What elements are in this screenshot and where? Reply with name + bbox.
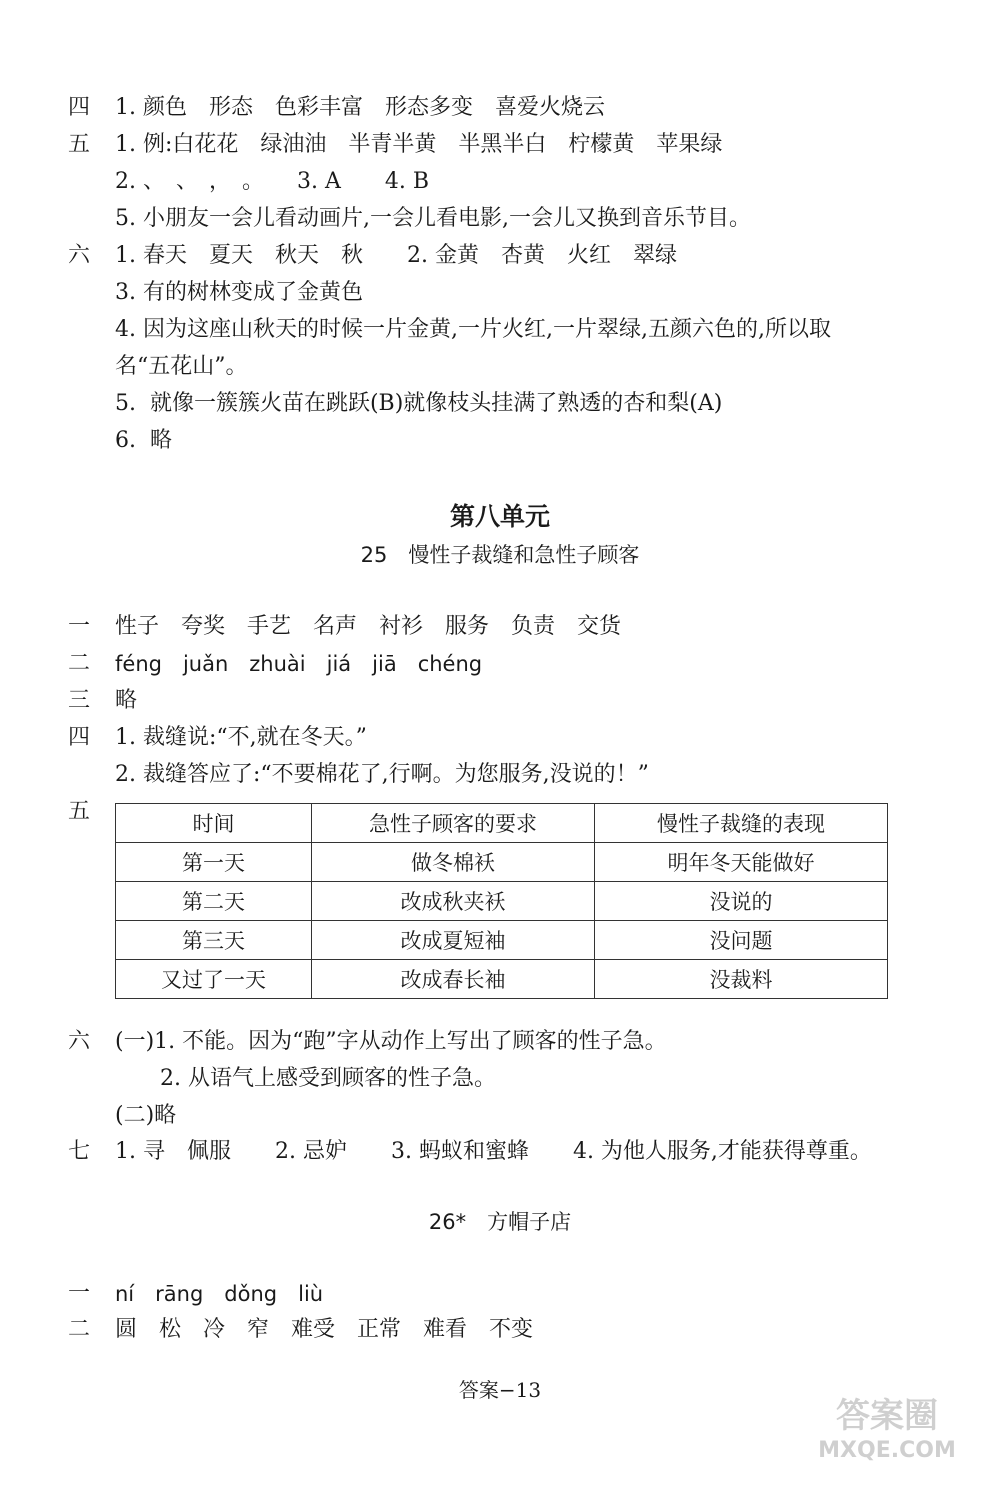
lesson-26-title: 26* 方帽子店 <box>428 1210 572 1234</box>
answer-line: 6. 略 <box>115 428 172 453</box>
item-label: 二 <box>68 1317 91 1342</box>
section-label-5: 五 <box>68 132 91 157</box>
table-cell: 改成夏短袖 <box>312 921 595 960</box>
answer-line: 5. 就像一簇簇火苗在跳跃(B)就像枝头挂满了熟透的杏和梨(A) <box>115 391 723 416</box>
table-cell: 没裁料 <box>595 960 888 999</box>
answer-line: 1. 颜色 形态 色彩丰富 形态多变 喜爱火烧云 <box>115 95 605 120</box>
table-row <box>116 843 888 882</box>
item-label: 三 <box>68 688 91 713</box>
table-cell: 又过了一天 <box>116 960 312 999</box>
table-row <box>116 960 888 999</box>
watermark-logo <box>802 1391 972 1465</box>
answer-line: 5. 小朋友一会儿看动画片,一会儿看电影,一会儿又换到音乐节目。 <box>115 206 751 231</box>
table-header: 急性子顾客的要求 <box>312 804 595 843</box>
pinyin-line: ní rāng dǒng liù <box>115 1282 324 1306</box>
answer-line: 3. 有的树林变成了金黄色 <box>115 280 363 305</box>
table-cell: 第三天 <box>116 921 312 960</box>
answer-line: 名“五花山”。 <box>115 354 248 379</box>
table-header: 时间 <box>116 804 312 843</box>
answer-line: 1. 裁缝说:“不,就在冬天。” <box>115 725 367 750</box>
answer-line: (一)1. 不能。因为“跑”字从动作上写出了顾客的性子急。 <box>115 1029 667 1054</box>
table-row <box>116 921 888 960</box>
table-cell: 改成秋夹袄 <box>312 882 595 921</box>
answer-line: 性子 夸奖 手艺 名声 衬衫 服务 负责 交货 <box>115 614 622 639</box>
lesson-25-title: 25 慢性子裁缝和急性子顾客 <box>360 543 640 567</box>
item-label: 五 <box>68 799 91 824</box>
answer-line: 1. 春天 夏天 秋天 秋 2. 金黄 杏黄 火红 翠绿 <box>115 243 677 268</box>
table-cell: 没问题 <box>595 921 888 960</box>
item-label: 一 <box>68 614 91 639</box>
table-header-row <box>116 804 888 843</box>
unit-title: 第八单元 <box>449 502 550 531</box>
table-cell: 第二天 <box>116 882 312 921</box>
pinyin-line: féng juǎn zhuài jiá jiā chéng <box>115 652 483 676</box>
svg-text:答案圈: 答案圈 <box>836 1396 938 1436</box>
table-cell: 第一天 <box>116 843 312 882</box>
answer-line: 4. 因为这座山秋天的时候一片金黄,一片火红,一片翠绿,五颜六色的,所以取 <box>115 317 831 342</box>
answer-line: 1. 寻 佩服 2. 忌妒 3. 蚂蚁和蜜蜂 4. 为他人服务,才能获得尊重。 <box>115 1139 872 1164</box>
answer-line: 2. 裁缝答应了:“不要棉花了,行啊。为您服务,没说的！” <box>115 762 649 787</box>
table-cell: 做冬棉袄 <box>312 843 595 882</box>
table-cell: 明年冬天能做好 <box>595 843 888 882</box>
table-cell: 没说的 <box>595 882 888 921</box>
answer-line: 2. 从语气上感受到顾客的性子急。 <box>160 1066 496 1091</box>
item-label: 四 <box>68 725 91 750</box>
section-label-4: 四 <box>68 95 91 120</box>
answer-line: 1. 例:白花花 绿油油 半青半黄 半黑半白 柠檬黄 苹果绿 <box>115 132 723 157</box>
table-row <box>116 882 888 921</box>
answer-table <box>115 803 888 999</box>
answer-line: 略 <box>115 688 138 713</box>
item-label: 七 <box>68 1139 91 1164</box>
answer-line: 2. 、 、 ， 。 3. A 4. B <box>115 169 430 194</box>
item-label: 六 <box>68 1029 91 1054</box>
item-label: 二 <box>68 651 91 676</box>
answer-line: (二)略 <box>115 1103 177 1128</box>
answer-line: 圆 松 冷 窄 难受 正常 难看 不变 <box>115 1317 534 1342</box>
svg-text:MXQE.COM: MXQE.COM <box>818 1438 956 1463</box>
table-header: 慢性子裁缝的表现 <box>595 804 888 843</box>
table-cell: 改成春长袖 <box>312 960 595 999</box>
item-label: 一 <box>68 1281 91 1306</box>
page-number: 答案−13 <box>458 1378 542 1402</box>
section-label-6: 六 <box>68 243 91 268</box>
